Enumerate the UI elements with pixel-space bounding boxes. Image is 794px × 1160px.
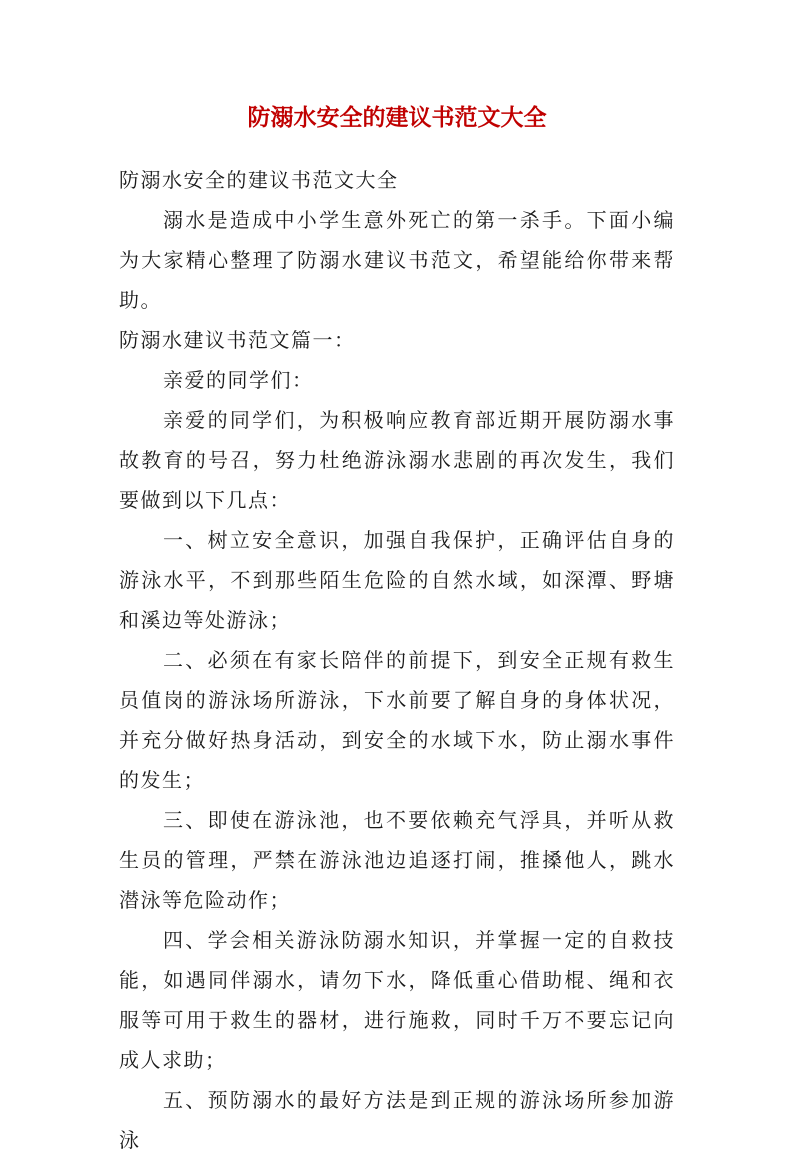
paragraph-point-5: 五、预防溺水的最好方法是到正规的游泳场所参加游泳 <box>119 1088 675 1152</box>
paragraph-opening: 亲爱的同学们，为积极响应教育部近期开展防溺水事故教育的号召，努力杜绝游泳溺水悲剧的再次发生，我们要做到以下几点： <box>119 408 675 512</box>
paragraph-heading: 防溺水安全的建议书范文大全 <box>119 168 399 192</box>
document-title: 防溺水安全的建议书范文大全 <box>247 104 547 131</box>
paragraph-point-2: 二、必须在有家长陪伴的前提下，到安全正规有救生员值岗的游泳场所游泳，下水前要了解自身的身体状况，并充分做好热身活动，到安全的水域下水，防止溺水事件的发生； <box>119 648 675 792</box>
document-body <box>119 160 675 1160</box>
paragraph-section-heading: 防溺水建议书范文篇一： <box>119 328 356 352</box>
paragraph-point-1: 一、树立安全意识，加强自我保护，正确评估自身的游泳水平，不到那些陌生危险的自然水域，如深潭、野塘和溪边等处游泳； <box>119 528 675 632</box>
paragraph-salutation: 亲爱的同学们： <box>163 368 314 392</box>
paragraph-intro: 溺水是造成中小学生意外死亡的第一杀手。下面小编为大家精心整理了防溺水建议书范文，希望能给你带来帮助。 <box>119 208 675 312</box>
paragraph-point-3: 三、即使在游泳池，也不要依赖充气浮具，并听从救生员的管理，严禁在游泳池边追逐打闹，推搡他人，跳水潜泳等危险动作； <box>119 808 675 912</box>
paragraph-point-4: 四、学会相关游泳防溺水知识，并掌握一定的自救技能，如遇同伴溺水，请勿下水，降低重心借助棍、绳和衣服等可用于救生的器材，进行施救，同时千万不要忘记向成人求助； <box>119 928 675 1072</box>
